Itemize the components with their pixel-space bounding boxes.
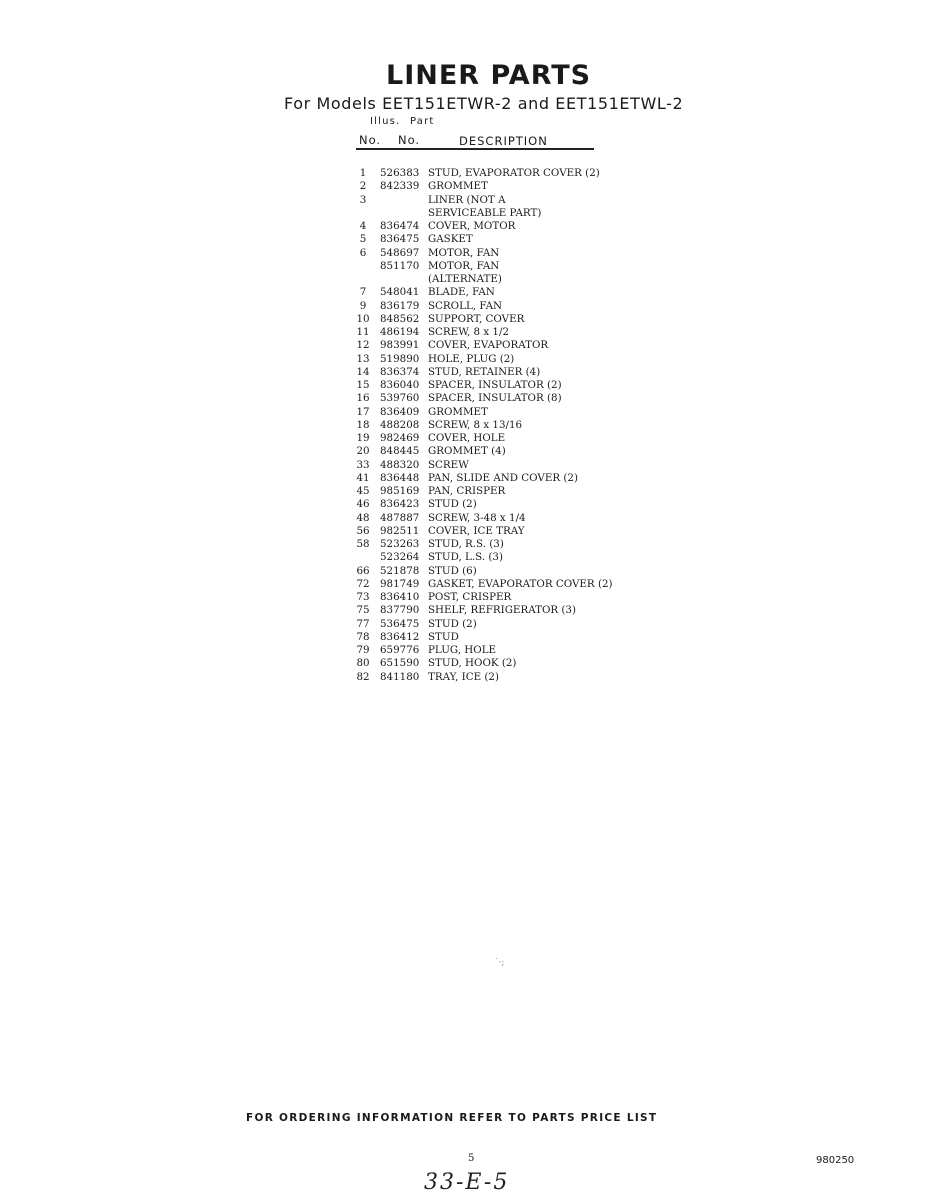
part-number: 836040 xyxy=(380,379,420,391)
illus-number xyxy=(346,551,380,564)
illus-number: 15 xyxy=(356,379,370,391)
illus-number: 3 xyxy=(359,193,367,206)
part-number: 659776 xyxy=(380,644,420,656)
parts-row xyxy=(346,207,666,220)
part-number: 836409 xyxy=(380,405,420,418)
illus-number: 46 xyxy=(356,498,370,511)
illus-number: 12 xyxy=(356,339,370,352)
parts-row xyxy=(346,498,666,511)
part-description: GROMMET xyxy=(428,180,488,193)
illus-number: 4 xyxy=(359,220,367,232)
parts-row xyxy=(346,326,666,339)
parts-row xyxy=(346,445,666,458)
illus-number: 45 xyxy=(356,485,370,497)
part-description: SUPPORT, COVER xyxy=(428,312,525,325)
parts-row xyxy=(346,300,666,313)
parts-row xyxy=(346,339,666,352)
part-number: 836448 xyxy=(380,471,420,484)
part-number: 486194 xyxy=(380,326,420,338)
part-description: SCREW, 8 x 13/16 xyxy=(428,418,523,431)
parts-row xyxy=(346,392,666,405)
part-number: 536475 xyxy=(380,617,420,630)
illus-number: 75 xyxy=(356,604,370,617)
part-number: 548697 xyxy=(380,246,420,259)
illus-number: 48 xyxy=(356,511,370,524)
part-description: SCREW xyxy=(428,458,469,471)
part-description: STUD (6) xyxy=(428,564,477,577)
part-number: 548041 xyxy=(380,286,420,299)
part-number xyxy=(380,273,428,286)
illus-number: 13 xyxy=(356,352,370,365)
parts-row xyxy=(346,286,666,299)
parts-row xyxy=(346,366,666,379)
part-description: STUD, RETAINER (4) xyxy=(428,365,541,378)
part-description: SCREW, 8 x 1/2 xyxy=(428,326,510,338)
illus-number: 11 xyxy=(356,326,370,338)
parts-row xyxy=(346,538,666,551)
parts-row xyxy=(346,512,666,525)
part-number: 842339 xyxy=(380,180,420,193)
header-no-illus: No. xyxy=(359,133,382,147)
part-number: 836474 xyxy=(380,220,420,232)
page-title: LINER PARTS xyxy=(386,60,592,91)
illus-number: 14 xyxy=(356,365,370,378)
illus-number: 16 xyxy=(356,392,370,405)
part-number xyxy=(380,207,428,220)
part-description: (ALTERNATE) xyxy=(428,273,502,285)
part-description: SHELF, REFRIGERATOR (3) xyxy=(428,604,576,617)
illus-number: 1 xyxy=(359,167,367,179)
parts-row xyxy=(346,551,666,564)
part-number: 841180 xyxy=(380,670,420,683)
part-description: HOLE, PLUG (2) xyxy=(428,352,515,365)
illus-number: 82 xyxy=(356,670,370,683)
parts-row xyxy=(346,604,666,617)
part-description: STUD xyxy=(428,630,459,643)
header-description: DESCRIPTION xyxy=(459,134,548,148)
part-description: GASKET, EVAPORATOR COVER (2) xyxy=(428,577,613,590)
part-number: 836412 xyxy=(380,630,420,643)
illus-number: 2 xyxy=(359,180,367,193)
part-description: SCREW, 3-48 x 1/4 xyxy=(428,511,526,524)
illus-number: 79 xyxy=(356,644,370,656)
part-description: MOTOR, FAN xyxy=(428,246,500,259)
illus-number: 41 xyxy=(356,471,370,484)
part-description: STUD, L.S. (3) xyxy=(428,551,503,564)
part-description: STUD, R.S. (3) xyxy=(428,538,504,550)
part-description: BLADE, FAN xyxy=(428,286,495,299)
parts-row xyxy=(346,220,666,233)
header-rule xyxy=(356,148,594,150)
part-number: 519890 xyxy=(380,352,420,365)
parts-row xyxy=(346,353,666,366)
part-description: GASKET xyxy=(428,233,473,246)
part-description: PAN, CRISPER xyxy=(428,485,506,497)
part-number: 982469 xyxy=(380,432,420,444)
part-number: 521878 xyxy=(380,564,420,577)
illus-number: 5 xyxy=(359,233,367,246)
part-description: COVER, EVAPORATOR xyxy=(428,339,549,352)
part-description: GROMMET (4) xyxy=(428,445,506,458)
parts-row xyxy=(346,631,666,644)
part-description: MOTOR, FAN xyxy=(428,259,500,272)
page-number: 5 xyxy=(468,1153,475,1164)
parts-row xyxy=(346,525,666,538)
part-description: SPACER, INSULATOR (2) xyxy=(428,379,562,391)
parts-row xyxy=(346,485,666,498)
part-description: STUD, EVAPORATOR COVER (2) xyxy=(428,167,600,179)
parts-row xyxy=(346,379,666,392)
illus-number: 77 xyxy=(356,617,370,630)
part-number: 848445 xyxy=(380,445,420,458)
parts-row xyxy=(346,657,666,670)
header-illus: Illus. xyxy=(370,116,401,127)
part-description: COVER, MOTOR xyxy=(428,220,516,232)
part-number: 488208 xyxy=(380,418,420,431)
part-number: 836374 xyxy=(380,365,420,378)
parts-row xyxy=(346,167,666,180)
part-number xyxy=(380,194,428,207)
part-description: TRAY, ICE (2) xyxy=(428,670,499,683)
part-number: 488320 xyxy=(380,458,420,471)
parts-list xyxy=(346,167,666,684)
illus-number: 58 xyxy=(356,538,370,550)
part-number: 651590 xyxy=(380,657,420,670)
part-description: PLUG, HOLE xyxy=(428,644,497,656)
part-number: 836423 xyxy=(380,498,420,511)
parts-row xyxy=(346,180,666,193)
part-description: COVER, ICE TRAY xyxy=(428,524,525,537)
illus-number: 73 xyxy=(356,591,370,603)
parts-row xyxy=(346,432,666,445)
scan-speck: ˙·; xyxy=(494,958,505,968)
illus-number: 66 xyxy=(356,564,370,577)
part-description: PAN, SLIDE AND COVER (2) xyxy=(428,471,578,484)
part-number: 523263 xyxy=(380,538,420,550)
part-number: 983991 xyxy=(380,339,420,352)
part-number: 851170 xyxy=(380,259,420,272)
illus-number: 78 xyxy=(356,630,370,643)
models-subtitle: For Models EET151ETWR-2 and EET151ETWL-2 xyxy=(284,94,684,113)
part-description: SERVICEABLE PART) xyxy=(428,206,542,219)
part-description: COVER, HOLE xyxy=(428,432,506,444)
part-description: SPACER, INSULATOR (8) xyxy=(428,392,562,405)
header-no-part: No. xyxy=(398,133,421,147)
parts-row xyxy=(346,472,666,485)
part-number: 982511 xyxy=(380,524,420,537)
header-part: Part xyxy=(410,116,435,127)
parts-row xyxy=(346,273,666,286)
parts-row xyxy=(346,260,666,273)
part-number: 487887 xyxy=(380,511,420,524)
illus-number xyxy=(346,207,380,220)
parts-row xyxy=(346,644,666,657)
handwritten-note: 33-E-5 xyxy=(424,1170,510,1195)
illus-number xyxy=(346,273,380,286)
parts-row xyxy=(346,591,666,604)
part-number: 981749 xyxy=(380,577,420,590)
part-description: GROMMET xyxy=(428,405,488,418)
part-description: LINER (NOT A xyxy=(428,193,506,206)
parts-row xyxy=(346,406,666,419)
illus-number: 72 xyxy=(356,577,370,590)
parts-row xyxy=(346,618,666,631)
part-description: STUD (2) xyxy=(428,498,477,511)
illus-number: 17 xyxy=(356,405,370,418)
part-number: 836179 xyxy=(380,299,420,312)
document-number: 980250 xyxy=(816,1155,855,1166)
illus-number: 56 xyxy=(356,524,370,537)
illus-number: 9 xyxy=(359,299,367,312)
part-number: 836410 xyxy=(380,591,420,603)
parts-row xyxy=(346,459,666,472)
part-number: 837790 xyxy=(380,604,420,617)
parts-row xyxy=(346,313,666,326)
parts-row xyxy=(346,233,666,246)
parts-row xyxy=(346,247,666,260)
parts-row xyxy=(346,565,666,578)
ordering-footer: FOR ORDERING INFORMATION REFER TO PARTS PRICE LIST xyxy=(246,1112,658,1124)
parts-row xyxy=(346,194,666,207)
part-description: STUD, HOOK (2) xyxy=(428,657,517,670)
illus-number: 7 xyxy=(359,286,367,299)
illus-number: 20 xyxy=(356,445,370,458)
parts-row xyxy=(346,419,666,432)
illus-number: 80 xyxy=(356,657,370,670)
part-number: 985169 xyxy=(380,485,420,497)
part-number: 836475 xyxy=(380,233,420,246)
part-description: STUD (2) xyxy=(428,617,477,630)
illus-number: 18 xyxy=(356,418,370,431)
part-number: 848562 xyxy=(380,312,420,325)
part-description: POST, CRISPER xyxy=(428,591,512,603)
part-description: SCROLL, FAN xyxy=(428,299,503,312)
parts-row xyxy=(346,671,666,684)
parts-row xyxy=(346,578,666,591)
illus-number: 19 xyxy=(356,432,370,444)
illus-number: 10 xyxy=(356,312,370,325)
illus-number xyxy=(346,260,380,273)
illus-number: 6 xyxy=(359,246,367,259)
part-number: 523264 xyxy=(380,551,420,564)
illus-number: 33 xyxy=(356,458,370,471)
part-number: 526383 xyxy=(380,167,420,179)
part-number: 539760 xyxy=(380,392,420,405)
